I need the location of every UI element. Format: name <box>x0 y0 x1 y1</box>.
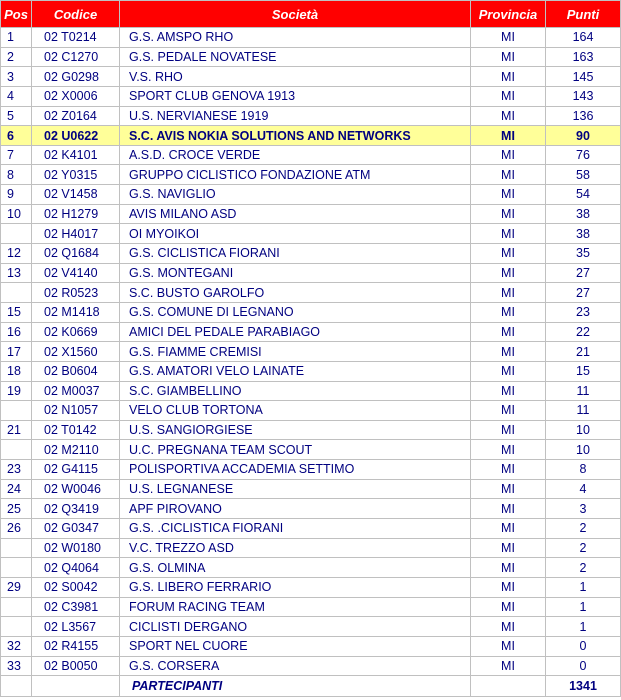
cell-provincia: MI <box>471 420 546 440</box>
cell-pos: 16 <box>1 322 32 342</box>
cell-provincia: MI <box>471 401 546 421</box>
table-row <box>1 558 621 578</box>
cell-codice: 02 L3567 <box>32 617 120 637</box>
cell-codice: 02 U0622 <box>32 126 120 146</box>
table-row <box>1 244 621 264</box>
cell-societa: G.S. COMUNE DI LEGNANO <box>120 302 471 322</box>
cell-societa: CICLISTI DERGANO <box>120 617 471 637</box>
cell-provincia: MI <box>471 656 546 676</box>
table-row <box>1 47 621 67</box>
cell-pos <box>1 440 32 460</box>
header-punti: Punti <box>546 1 621 28</box>
footer-pos <box>1 676 32 697</box>
cell-societa: AMICI DEL PEDALE PARABIAGO <box>120 322 471 342</box>
cell-codice: 02 T0142 <box>32 420 120 440</box>
cell-societa: APF PIROVANO <box>120 499 471 519</box>
cell-pos: 9 <box>1 185 32 205</box>
cell-codice: 02 M0037 <box>32 381 120 401</box>
table-row <box>1 617 621 637</box>
cell-punti: 145 <box>546 67 621 87</box>
cell-pos: 12 <box>1 244 32 264</box>
cell-provincia: MI <box>471 322 546 342</box>
cell-codice: 02 K0669 <box>32 322 120 342</box>
cell-codice: 02 H1279 <box>32 204 120 224</box>
cell-provincia: MI <box>471 499 546 519</box>
cell-punti: 8 <box>546 460 621 480</box>
table-row <box>1 322 621 342</box>
cell-provincia: MI <box>471 67 546 87</box>
cell-pos: 1 <box>1 28 32 48</box>
table-row <box>1 28 621 48</box>
cell-societa: G.S. AMSPO RHO <box>120 28 471 48</box>
cell-societa: OI MYOIKOI <box>120 224 471 244</box>
cell-pos: 24 <box>1 479 32 499</box>
cell-pos: 32 <box>1 636 32 656</box>
cell-pos: 8 <box>1 165 32 185</box>
cell-societa: G.S. CICLISTICA FIORANI <box>120 244 471 264</box>
cell-provincia: MI <box>471 342 546 362</box>
cell-punti: 1 <box>546 577 621 597</box>
cell-pos: 5 <box>1 106 32 126</box>
cell-societa: U.S. NERVIANESE 1919 <box>120 106 471 126</box>
cell-codice: 02 V1458 <box>32 185 120 205</box>
cell-punti: 54 <box>546 185 621 205</box>
ranking-rows <box>1 28 621 676</box>
table-row <box>1 499 621 519</box>
cell-punti: 1 <box>546 617 621 637</box>
cell-societa: G.S. OLMINA <box>120 558 471 578</box>
table-row <box>1 145 621 165</box>
header-codice: Codice <box>32 1 120 28</box>
cell-punti: 21 <box>546 342 621 362</box>
cell-punti: 163 <box>546 47 621 67</box>
cell-societa: AVIS MILANO ASD <box>120 204 471 224</box>
cell-codice: 02 M2110 <box>32 440 120 460</box>
cell-societa: U.S. LEGNANESE <box>120 479 471 499</box>
cell-codice: 02 R0523 <box>32 283 120 303</box>
footer-codice <box>32 676 120 697</box>
cell-punti: 27 <box>546 263 621 283</box>
cell-provincia: MI <box>471 28 546 48</box>
cell-provincia: MI <box>471 538 546 558</box>
participants-label: PARTECIPANTI <box>132 679 223 694</box>
cell-provincia: MI <box>471 47 546 67</box>
cell-provincia: MI <box>471 106 546 126</box>
cell-codice: 02 Y0315 <box>32 165 120 185</box>
cell-societa: FORUM RACING TEAM <box>120 597 471 617</box>
cell-codice: 02 Q3419 <box>32 499 120 519</box>
cell-codice: 02 T0214 <box>32 28 120 48</box>
cell-pos <box>1 401 32 421</box>
cell-codice: 02 C1270 <box>32 47 120 67</box>
table-row <box>1 263 621 283</box>
cell-societa: G.S. PEDALE NOVATESE <box>120 47 471 67</box>
cell-pos: 18 <box>1 361 32 381</box>
cell-pos <box>1 538 32 558</box>
cell-codice: 02 X0006 <box>32 86 120 106</box>
cell-societa: G.S. NAVIGLIO <box>120 185 471 205</box>
cell-provincia: MI <box>471 204 546 224</box>
cell-provincia: MI <box>471 185 546 205</box>
cell-pos: 4 <box>1 86 32 106</box>
cell-pos: 2 <box>1 47 32 67</box>
cell-codice: 02 Q1684 <box>32 244 120 264</box>
cell-societa: SPORT CLUB GENOVA 1913 <box>120 86 471 106</box>
header-pos: Pos <box>1 1 32 28</box>
cell-pos: 17 <box>1 342 32 362</box>
cell-societa: S.C. BUSTO GAROLFO <box>120 283 471 303</box>
cell-societa: G.S. FIAMME CREMISI <box>120 342 471 362</box>
cell-societa: A.S.D. CROCE VERDE <box>120 145 471 165</box>
cell-societa: U.S. SANGIORGIESE <box>120 420 471 440</box>
cell-punti: 38 <box>546 204 621 224</box>
cell-provincia: MI <box>471 145 546 165</box>
table-row <box>1 204 621 224</box>
table-row <box>1 86 621 106</box>
cell-punti: 22 <box>546 322 621 342</box>
cell-codice: 02 M1418 <box>32 302 120 322</box>
footer-provincia <box>471 676 546 697</box>
cell-provincia: MI <box>471 165 546 185</box>
table-row <box>1 361 621 381</box>
table-row <box>1 460 621 480</box>
cell-societa: POLISPORTIVA ACCADEMIA SETTIMO <box>120 460 471 480</box>
table-row <box>1 126 621 146</box>
cell-punti: 1 <box>546 597 621 617</box>
header-societa: Società <box>120 1 471 28</box>
cell-pos: 25 <box>1 499 32 519</box>
table-row <box>1 636 621 656</box>
table-row <box>1 538 621 558</box>
cell-codice: 02 B0050 <box>32 656 120 676</box>
cell-codice: 02 W0046 <box>32 479 120 499</box>
cell-punti: 143 <box>546 86 621 106</box>
cell-punti: 15 <box>546 361 621 381</box>
cell-provincia: MI <box>471 597 546 617</box>
cell-pos: 21 <box>1 420 32 440</box>
cell-codice: 02 G4115 <box>32 460 120 480</box>
cell-punti: 10 <box>546 420 621 440</box>
cell-societa: V.C. TREZZO ASD <box>120 538 471 558</box>
cell-punti: 0 <box>546 656 621 676</box>
cell-provincia: MI <box>471 636 546 656</box>
cell-provincia: MI <box>471 263 546 283</box>
table-row <box>1 381 621 401</box>
cell-provincia: MI <box>471 224 546 244</box>
cell-pos: 15 <box>1 302 32 322</box>
cell-pos: 3 <box>1 67 32 87</box>
cell-provincia: MI <box>471 577 546 597</box>
table-row <box>1 224 621 244</box>
cell-punti: 3 <box>546 499 621 519</box>
table-row <box>1 283 621 303</box>
cell-pos <box>1 597 32 617</box>
table-row <box>1 401 621 421</box>
cell-provincia: MI <box>471 519 546 539</box>
cell-codice: 02 B0604 <box>32 361 120 381</box>
cell-pos: 19 <box>1 381 32 401</box>
cell-pos <box>1 558 32 578</box>
cell-punti: 38 <box>546 224 621 244</box>
cell-provincia: MI <box>471 558 546 578</box>
cell-punti: 11 <box>546 381 621 401</box>
cell-pos: 26 <box>1 519 32 539</box>
cell-codice: 02 R4155 <box>32 636 120 656</box>
cell-codice: 02 S0042 <box>32 577 120 597</box>
table-row <box>1 656 621 676</box>
footer-row <box>1 676 621 697</box>
cell-pos: 7 <box>1 145 32 165</box>
table-row <box>1 185 621 205</box>
header-row <box>1 1 621 28</box>
cell-punti: 2 <box>546 538 621 558</box>
cell-societa: S.C. GIAMBELLINO <box>120 381 471 401</box>
table-row <box>1 302 621 322</box>
cell-codice: 02 X1560 <box>32 342 120 362</box>
table-row <box>1 577 621 597</box>
cell-societa: G.S. AMATORI VELO LAINATE <box>120 361 471 381</box>
cell-punti: 136 <box>546 106 621 126</box>
cell-provincia: MI <box>471 244 546 264</box>
cell-codice: 02 C3981 <box>32 597 120 617</box>
table-row <box>1 106 621 126</box>
cell-societa: SPORT NEL CUORE <box>120 636 471 656</box>
participants-total: 1341 <box>546 676 621 697</box>
cell-pos <box>1 617 32 637</box>
cell-provincia: MI <box>471 479 546 499</box>
cell-punti: 58 <box>546 165 621 185</box>
cell-codice: 02 W0180 <box>32 538 120 558</box>
cell-societa: VELO CLUB TORTONA <box>120 401 471 421</box>
cell-punti: 10 <box>546 440 621 460</box>
cell-codice: 02 N1057 <box>32 401 120 421</box>
footer-label-cell <box>120 676 471 697</box>
cell-codice: 02 H4017 <box>32 224 120 244</box>
cell-societa: G.S. MONTEGANI <box>120 263 471 283</box>
cell-punti: 11 <box>546 401 621 421</box>
cell-punti: 90 <box>546 126 621 146</box>
cell-punti: 0 <box>546 636 621 656</box>
cell-punti: 2 <box>546 558 621 578</box>
cell-provincia: MI <box>471 381 546 401</box>
cell-pos: 13 <box>1 263 32 283</box>
cell-societa: S.C. AVIS NOKIA SOLUTIONS AND NETWORKS <box>120 126 471 146</box>
cell-punti: 35 <box>546 244 621 264</box>
cell-codice: 02 Q4064 <box>32 558 120 578</box>
cell-codice: 02 Z0164 <box>32 106 120 126</box>
header-provincia: Provincia <box>471 1 546 28</box>
cell-pos: 10 <box>1 204 32 224</box>
cell-provincia: MI <box>471 302 546 322</box>
table-row <box>1 342 621 362</box>
cell-pos: 6 <box>1 126 32 146</box>
cell-punti: 27 <box>546 283 621 303</box>
cell-societa: GRUPPO CICLISTICO FONDAZIONE ATM <box>120 165 471 185</box>
cell-pos: 23 <box>1 460 32 480</box>
cell-codice: 02 K4101 <box>32 145 120 165</box>
cell-punti: 76 <box>546 145 621 165</box>
cell-punti: 2 <box>546 519 621 539</box>
cell-pos <box>1 283 32 303</box>
cell-punti: 164 <box>546 28 621 48</box>
cell-codice: 02 G0298 <box>32 67 120 87</box>
cell-pos <box>1 224 32 244</box>
cell-punti: 4 <box>546 479 621 499</box>
cell-codice: 02 V4140 <box>32 263 120 283</box>
cell-codice: 02 G0347 <box>32 519 120 539</box>
table-row <box>1 479 621 499</box>
cell-provincia: MI <box>471 617 546 637</box>
cell-societa: U.C. PREGNANA TEAM SCOUT <box>120 440 471 460</box>
cell-pos: 33 <box>1 656 32 676</box>
cell-societa: G.S. CORSERA <box>120 656 471 676</box>
table-row <box>1 67 621 87</box>
cell-societa: G.S. LIBERO FERRARIO <box>120 577 471 597</box>
cell-provincia: MI <box>471 86 546 106</box>
table-row <box>1 165 621 185</box>
cell-punti: 23 <box>546 302 621 322</box>
cell-provincia: MI <box>471 460 546 480</box>
cell-provincia: MI <box>471 283 546 303</box>
table-row <box>1 420 621 440</box>
table-row <box>1 440 621 460</box>
table-row <box>1 597 621 617</box>
cell-pos: 29 <box>1 577 32 597</box>
table-row <box>1 519 621 539</box>
cell-provincia: MI <box>471 361 546 381</box>
cell-provincia: MI <box>471 440 546 460</box>
cell-societa: V.S. RHO <box>120 67 471 87</box>
cell-provincia: MI <box>471 126 546 146</box>
cell-societa: G.S. .CICLISTICA FIORANI <box>120 519 471 539</box>
